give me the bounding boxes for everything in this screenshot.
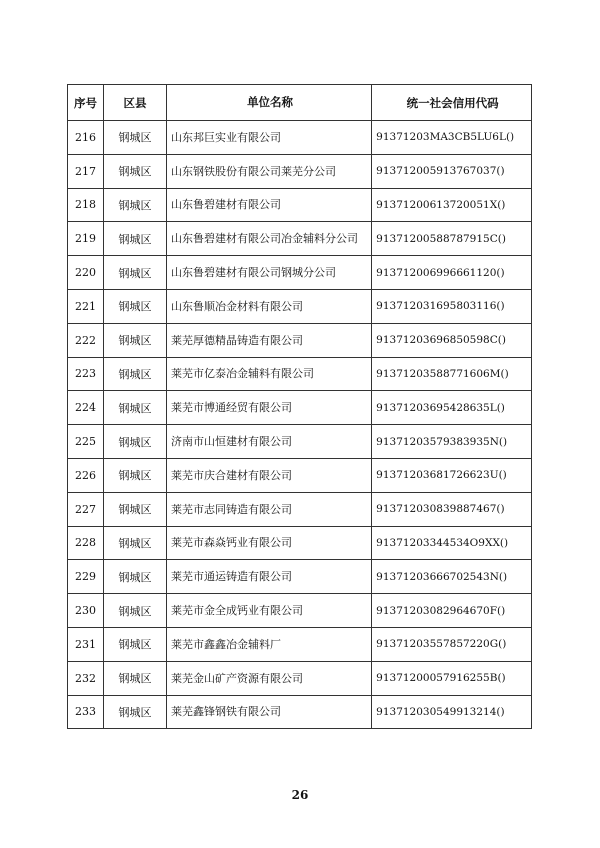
cell-area: 钢城区 <box>104 695 167 729</box>
cell-code: 91371200588787915C() <box>372 222 532 256</box>
cell-code: 913712005913767037() <box>372 154 532 188</box>
cell-code: 91371203MA3CB5LU6L() <box>372 121 532 155</box>
cell-no: 230 <box>68 594 104 628</box>
cell-name: 山东鲁碧建材有限公司 <box>166 188 371 222</box>
cell-area: 钢城区 <box>104 594 167 628</box>
cell-name: 山东钢铁股份有限公司莱芜分公司 <box>166 154 371 188</box>
cell-no: 218 <box>68 188 104 222</box>
cell-no: 221 <box>68 289 104 323</box>
table-row <box>68 391 532 425</box>
cell-area: 钢城区 <box>104 627 167 661</box>
cell-area: 钢城区 <box>104 121 167 155</box>
cell-code: 91371203557857220G() <box>372 627 532 661</box>
cell-name: 莱芜鑫锋钢铁有限公司 <box>166 695 371 729</box>
cell-area: 钢城区 <box>104 560 167 594</box>
cell-area: 钢城区 <box>104 458 167 492</box>
cell-no: 220 <box>68 256 104 290</box>
cell-name: 莱芜市庆合建材有限公司 <box>166 458 371 492</box>
table-row <box>68 560 532 594</box>
table-row <box>68 695 532 729</box>
cell-code: 91371203344534O9XX() <box>372 526 532 560</box>
cell-code: 913712031695803116() <box>372 289 532 323</box>
cell-name: 济南市山恒建材有限公司 <box>166 425 371 459</box>
cell-area: 钢城区 <box>104 154 167 188</box>
cell-area: 钢城区 <box>104 256 167 290</box>
cell-code: 91371203695428635L() <box>372 391 532 425</box>
header-name: 单位名称 <box>166 85 371 121</box>
cell-no: 222 <box>68 323 104 357</box>
table-row <box>68 256 532 290</box>
table-row <box>68 458 532 492</box>
cell-code: 913712030839887467() <box>372 492 532 526</box>
table-row <box>68 661 532 695</box>
table-row <box>68 526 532 560</box>
cell-code: 91371203666702543N() <box>372 560 532 594</box>
cell-code: 91371200613720051X() <box>372 188 532 222</box>
cell-name: 莱芜市志同铸造有限公司 <box>166 492 371 526</box>
table-row <box>68 627 532 661</box>
cell-code: 91371203579383935N() <box>372 425 532 459</box>
table-row <box>68 289 532 323</box>
cell-no: 229 <box>68 560 104 594</box>
cell-code: 91371203082964670F() <box>372 594 532 628</box>
cell-code: 91371200057916255B() <box>372 661 532 695</box>
table-row <box>68 357 532 391</box>
cell-code: 91371203696850598C() <box>372 323 532 357</box>
cell-name: 莱芜市金全成钙业有限公司 <box>166 594 371 628</box>
header-code: 统一社会信用代码 <box>372 85 532 121</box>
cell-name: 莱芜市博通经贸有限公司 <box>166 391 371 425</box>
table-row <box>68 425 532 459</box>
cell-no: 231 <box>68 627 104 661</box>
page-number: 26 <box>291 788 309 802</box>
cell-name: 莱芜市鑫鑫冶金辅料厂 <box>166 627 371 661</box>
cell-area: 钢城区 <box>104 526 167 560</box>
cell-code: 91371203588771606M() <box>372 357 532 391</box>
cell-no: 217 <box>68 154 104 188</box>
cell-no: 219 <box>68 222 104 256</box>
cell-area: 钢城区 <box>104 357 167 391</box>
table-row <box>68 121 532 155</box>
cell-name: 莱芜市通运铸造有限公司 <box>166 560 371 594</box>
header-area: 区县 <box>104 85 167 121</box>
cell-no: 233 <box>68 695 104 729</box>
table-row <box>68 188 532 222</box>
table-header-row <box>68 85 532 121</box>
table-row <box>68 154 532 188</box>
table-row <box>68 222 532 256</box>
cell-no: 226 <box>68 458 104 492</box>
cell-code: 913712030549913214() <box>372 695 532 729</box>
cell-area: 钢城区 <box>104 492 167 526</box>
cell-area: 钢城区 <box>104 323 167 357</box>
table-row <box>68 492 532 526</box>
table-row <box>68 594 532 628</box>
cell-name: 莱芜市亿泰冶金辅料有限公司 <box>166 357 371 391</box>
table-body <box>68 121 532 729</box>
cell-area: 钢城区 <box>104 661 167 695</box>
cell-code: 91371203681726623U() <box>372 458 532 492</box>
cell-area: 钢城区 <box>104 222 167 256</box>
enterprise-table <box>67 84 532 729</box>
cell-area: 钢城区 <box>104 289 167 323</box>
cell-name: 莱芜厚德精晶铸造有限公司 <box>166 323 371 357</box>
cell-name: 山东邦巨实业有限公司 <box>166 121 371 155</box>
cell-no: 227 <box>68 492 104 526</box>
cell-no: 216 <box>68 121 104 155</box>
cell-name: 莱芜金山矿产资源有限公司 <box>166 661 371 695</box>
cell-no: 232 <box>68 661 104 695</box>
cell-name: 山东鲁顺冶金材料有限公司 <box>166 289 371 323</box>
cell-no: 228 <box>68 526 104 560</box>
cell-code: 913712006996661120() <box>372 256 532 290</box>
cell-name: 山东鲁碧建材有限公司冶金辅料分公司 <box>166 222 371 256</box>
table-row <box>68 323 532 357</box>
cell-name: 莱芜市森焱钙业有限公司 <box>166 526 371 560</box>
cell-area: 钢城区 <box>104 188 167 222</box>
cell-area: 钢城区 <box>104 391 167 425</box>
cell-name: 山东鲁碧建材有限公司钢城分公司 <box>166 256 371 290</box>
cell-area: 钢城区 <box>104 425 167 459</box>
cell-no: 225 <box>68 425 104 459</box>
cell-no: 224 <box>68 391 104 425</box>
cell-no: 223 <box>68 357 104 391</box>
header-no: 序号 <box>68 85 104 121</box>
